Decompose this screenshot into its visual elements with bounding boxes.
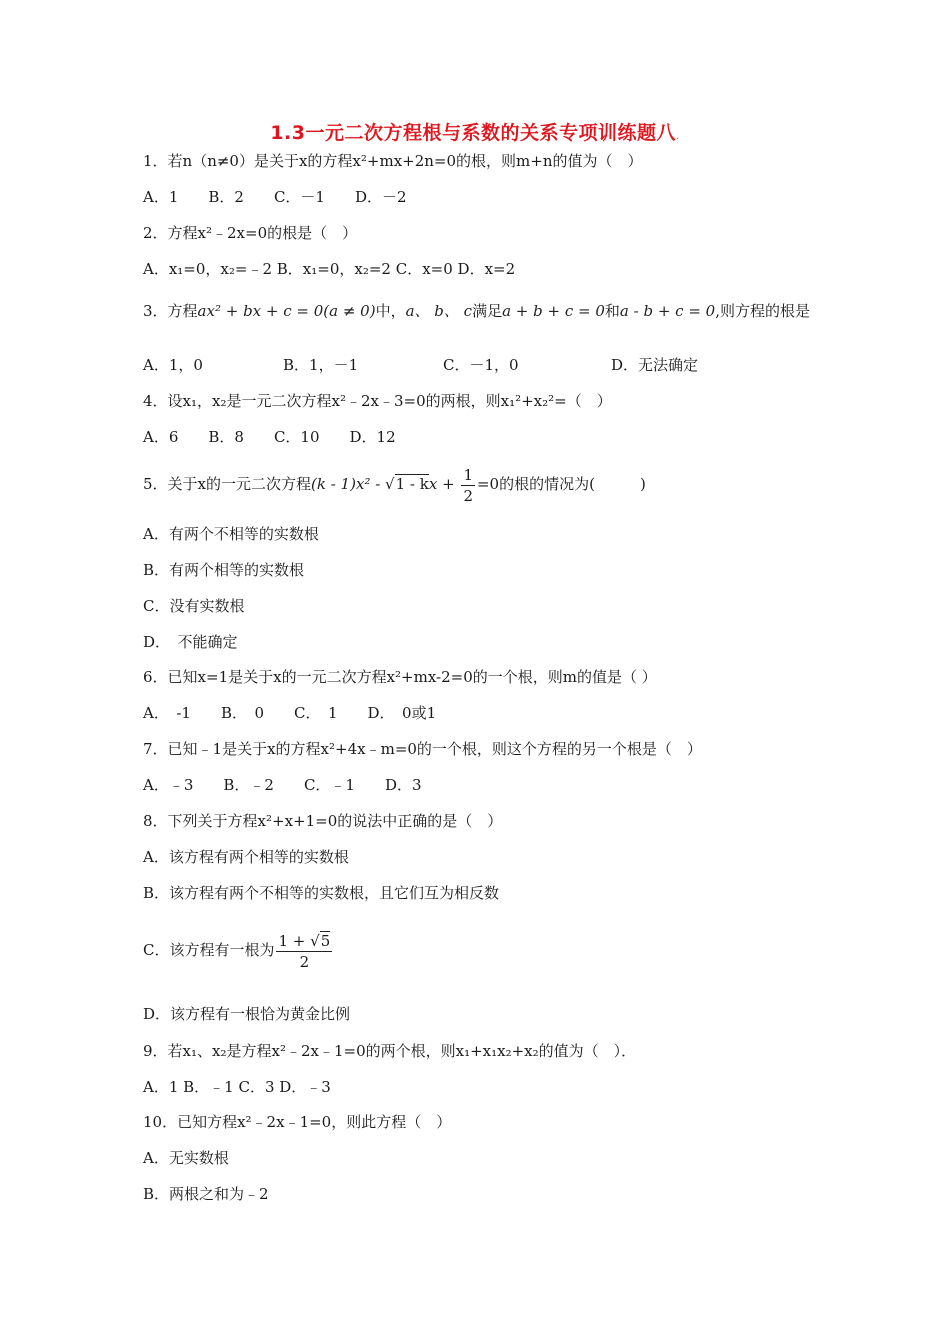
question-5-option-a: A．有两个不相等的实数根 <box>143 525 319 543</box>
question-8-option-d: D．该方程有一根恰为黄金比例 <box>143 1005 351 1023</box>
question-8-sqrt-arg: 5 <box>320 931 331 950</box>
question-3-prefix: 3．方程 <box>143 302 198 320</box>
question-3-option-a: A．1，0 <box>143 356 203 374</box>
question-3-option-b: B．1，－1 <box>283 356 359 374</box>
question-1-stem: 1．若n（n≠0）是关于x的方程x²+mx+2n=0的根，则m+n的值为（ ） <box>143 152 643 170</box>
question-5-sqrt: √1 - k <box>385 475 429 493</box>
question-9-options: A．1 B．﹣1 C．3 D．﹣3 <box>143 1078 331 1096</box>
title-text: 1.3一元二次方程根与系数的关系专项训练题八 <box>270 122 676 144</box>
question-3-cond-text: 满足 <box>472 302 503 320</box>
question-2-stem: 2．方程x²﹣2x=0的根是（ ） <box>143 224 358 242</box>
question-8-option-c-fraction <box>276 931 332 972</box>
question-3-suffix: ,则方程的根是 <box>715 302 811 320</box>
question-3-equation: ax² + bx + c = 0(a ≠ 0) <box>197 302 376 320</box>
question-10-option-a: A．无实数根 <box>143 1149 229 1167</box>
question-8-option-a: A．该方程有两个相等的实数根 <box>143 848 349 866</box>
question-10-option-b: B．两根之和为﹣2 <box>143 1185 269 1203</box>
question-3-and: 和 <box>604 302 620 320</box>
question-4-stem: 4．设x₁，x₂是一元二次方程x²﹣2x﹣3=0的两根，则x₁²+x₂²=（ ） <box>143 392 612 410</box>
question-5-option-d: D． 不能确定 <box>143 633 238 651</box>
question-8-stem: 8．下列关于方程x²+x+1=0的说法中正确的是（ ） <box>143 812 503 830</box>
title-mark: . <box>675 131 680 142</box>
question-3-cond2: a - b + c = 0 <box>619 302 716 320</box>
question-8-option-c <box>143 928 334 972</box>
question-6-options: A． -1 B． 0 C． 1 D． 0或1 <box>143 704 437 722</box>
question-3-mid: 中， <box>375 302 406 320</box>
question-8-option-c-denominator: 2 <box>299 952 310 971</box>
question-6-stem: 6．已知x=1是关于x的一元二次方程x²+mx-2=0的一个根，则m的值是（ ） <box>143 668 657 686</box>
question-4-options: A．6 B．8 C．10 D．12 <box>143 428 396 446</box>
question-8-option-c-text: C．该方程有一根为 <box>143 941 275 959</box>
question-8-option-b: B．该方程有两个不相等的实数根，且它们互为相反数 <box>143 884 500 902</box>
question-8-sqrt: √5 <box>310 931 331 950</box>
question-5-suffix: =0的根的情况为( ) <box>476 475 646 493</box>
question-9-stem: 9．若x₁、x₂是方程x²﹣2x﹣1=0的两个根，则x₁+x₁x₂+x₂的值为（ ）． <box>143 1042 637 1060</box>
question-3-stem <box>143 301 810 321</box>
question-5-stem <box>143 462 646 506</box>
question-5-frac-den: 2 <box>463 486 473 505</box>
question-8-option-c-numerator <box>276 931 332 952</box>
question-3-cond1: a + b + c = 0 <box>502 302 605 320</box>
question-5-option-b: B．有两个相等的实数根 <box>143 561 305 579</box>
page-title <box>0 118 950 145</box>
question-5-prefix: 5．关于x的一元二次方程 <box>143 475 312 493</box>
question-7-stem: 7．已知﹣1是关于x的方程x²+4x﹣m=0的一个根，则这个方程的另一个根是（ ） <box>143 740 702 758</box>
question-5-option-c: C．没有实数根 <box>143 597 245 615</box>
question-8-numerator-text: 1 + <box>278 931 311 950</box>
question-10-stem: 10．已知方程x²﹣2x﹣1=0，则此方程（ ） <box>143 1113 452 1131</box>
question-5-sqrt-arg: 1 - k <box>395 475 429 493</box>
question-3-option-d: D．无法确定 <box>611 356 699 374</box>
question-3-vars: a、 b、 c <box>405 302 473 320</box>
question-2-options: A．x₁=0，x₂=﹣2 B．x₁=0，x₂=2 C．x=0 D．x=2 <box>143 260 516 278</box>
question-3-option-c: C．－1，0 <box>443 356 519 374</box>
question-5-eq-left: (k - 1)x² - <box>311 475 386 493</box>
question-5-fraction <box>461 465 475 506</box>
question-5-eq-x: x + <box>428 475 460 493</box>
question-1-options: A．1 B．2 C．－1 D．－2 <box>143 188 407 206</box>
question-3-options <box>143 355 698 375</box>
question-5-frac-num: 1 <box>463 465 473 484</box>
question-7-options: A．﹣3 B．﹣2 C．﹣1 D．3 <box>143 776 422 794</box>
